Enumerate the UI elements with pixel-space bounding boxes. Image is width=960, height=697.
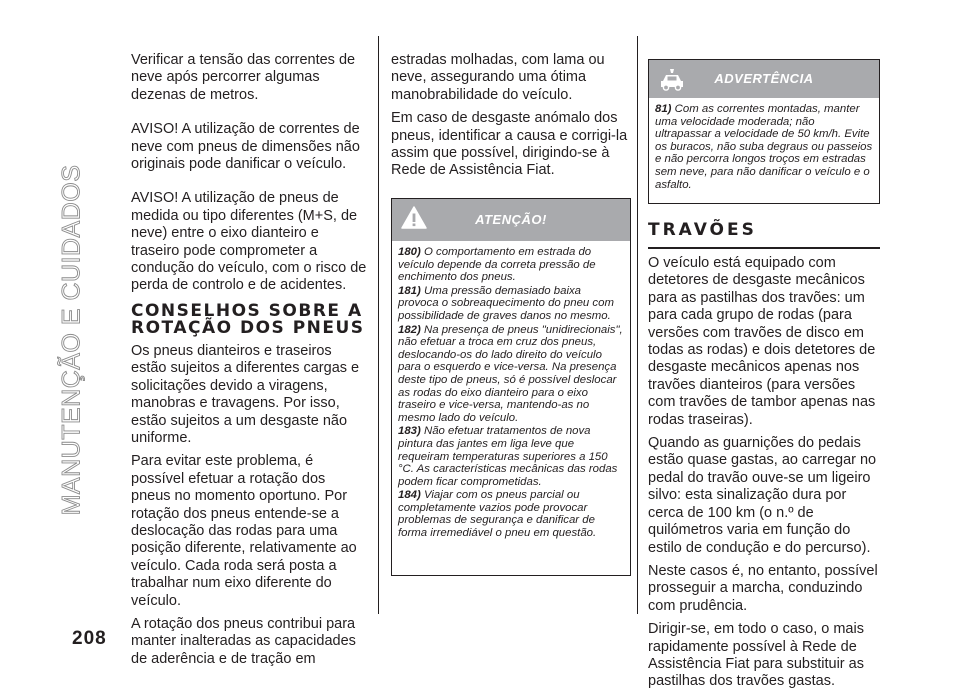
note-text: Não efetuar tratamentos de nova pintura das jantes em liga leve que requeiram temperaturas superiores a 150 °C. As características mecânicas das rodas podem ficar comprometidas. — [398, 425, 618, 488]
chapter-title: MANUTENÇÃO E CUIDADOS — [57, 164, 86, 516]
advertencia-box-header — [649, 60, 879, 98]
attention-box-body — [392, 241, 630, 545]
paragraph: Neste casos é, no entanto, possível prosseguir a marcha, conduzindo com prudência. — [648, 562, 878, 614]
page-number: 208 — [72, 628, 107, 649]
attention-box-header — [392, 199, 630, 241]
section-heading-brakes: TRAVÕES — [648, 220, 757, 240]
column-divider-left — [378, 36, 379, 614]
note-item — [398, 425, 624, 488]
paragraph: Para evitar este problema, é possível efetuar a rotação dos pneus no momento oportuno. Por rotação dos pneus entende-se a deslocação das rodas para uma posição diferente, relativamente ao veículo. Cada roda será posta a trabalhar num eixo diferente do veículo. — [131, 453, 357, 609]
note-number: 81) — [655, 103, 672, 115]
note-text: Com as correntes montadas, manter uma velocidade moderada; não ultrapassar a velocidade de 50 km/h. Evite os buracos, não suba degraus ou passeios e não percorra longos troços em estradas sem neve, para não danificar o veículo e o asfalto. — [655, 103, 873, 191]
paragraph: Verificar a tensão das correntes de neve após percorrer algumas dezenas de metros. — [131, 52, 356, 103]
heading-line: CONSELHOS SOBRE A — [131, 300, 363, 321]
note-number: 182) — [398, 323, 421, 336]
paragraph: estradas molhadas, com lama ou neve, assegurando uma ótima manobrabilidade do veículo. — [391, 52, 605, 103]
advertencia-box — [648, 59, 880, 204]
column-3 — [648, 255, 880, 697]
paragraph: A rotação dos pneus contribui para manter inalteradas as capacidades de aderência e de tração em — [131, 615, 356, 667]
heading-line: ROTAÇÃO DOS PNEUS — [131, 317, 365, 338]
paragraph: AVISO! A utilização de pneus de medida ou tipo diferentes (M+S, de neve) entre o eixo dianteiro e traseiro pode comprometer a condução do veículo, com o risco de perda de controlo e de acidentes. — [131, 190, 367, 294]
note-number: 180) — [398, 246, 421, 258]
note-item — [398, 285, 624, 323]
note-text: Viajar com os pneus parcial ou completamente vazios pode provocar problemas de segurança e danificar de forma irremediável o pneu em questão. — [398, 489, 597, 540]
note-number: 183) — [398, 425, 421, 438]
paragraph: AVISO! A utilização de correntes de neve com pneus de dimensões não originais pode danificar o veículo. — [131, 121, 360, 173]
note-number: 181) — [398, 284, 421, 297]
column-2 — [391, 52, 629, 186]
note-text: O comportamento em estrada do veículo depende da correta pressão de enchimento dos pneus. — [398, 246, 596, 284]
heading-rule — [648, 247, 880, 249]
note-text: Na presença de pneus "unidirecionais", não efetuar a troca em cruz dos pneus, deslocando-os do lado direito do veículo para o esquerdo e vice-versa. Na presença deste tipo de pneus, só é possível deslocar as rodas do eixo dianteiro para o eixo traseiro e vice-versa, mantendo-as no mesmo lado do veículo. — [398, 323, 623, 424]
attention-box — [391, 198, 631, 576]
paragraph: Em caso de desgaste anómalo dos pneus, identificar a causa e corrigi-la assim que possível, dirigindo-se à Rede de Assistência Fiat. — [391, 110, 628, 179]
section-heading-tire-rotation — [131, 300, 368, 338]
paragraph: Os pneus dianteiros e traseiros estão sujeitos a diferentes cargas e solicitações devido a viragens, manobras e travagens. Por isso, estão sujeitos a um desgaste não uniforme. — [131, 342, 360, 446]
note-number: 184) — [398, 489, 421, 502]
paragraph: O veículo está equipado com detetores de desgaste mecânicos para as pastilhas dos travões: um para cada grupo de rodas (para versões com travões de disco em todas as rodas) e dois detetores de desgaste mecânicos apenas nos travões dianteiros (para versões com travões de tambor apenas nas rodas traseiras). — [648, 255, 876, 428]
note-item — [655, 103, 873, 191]
note-text: Uma pressão demasiado baixa provoca o sobreaquecimento do pneu com possibilidade de graves danos no mesmo. — [398, 284, 614, 322]
attention-box-title: ATENÇÃO! — [475, 212, 547, 227]
advertencia-box-title: ADVERTÊNCIA — [714, 71, 814, 86]
brakes-heading-block — [648, 222, 880, 257]
note-item — [398, 324, 624, 425]
column-1 — [131, 52, 368, 674]
note-item — [398, 489, 624, 539]
note-item — [398, 246, 624, 284]
column-divider-right — [637, 36, 638, 614]
paragraph: Dirigir-se, em todo o caso, o mais rapidamente possível à Rede de Assistência Fiat para substituir as pastilhas dos travões gastas. — [648, 621, 864, 690]
paragraph: Quando as guarnições do pedais estão quase gastas, ao carregar no pedal do travão ouve-se um ligeiro silvo: esta sinalização dura por cerca de 100 km (o n.º de quilómetros varia em função do estilo de condução e do percurso). — [648, 435, 877, 556]
advertencia-box-body — [649, 98, 879, 196]
